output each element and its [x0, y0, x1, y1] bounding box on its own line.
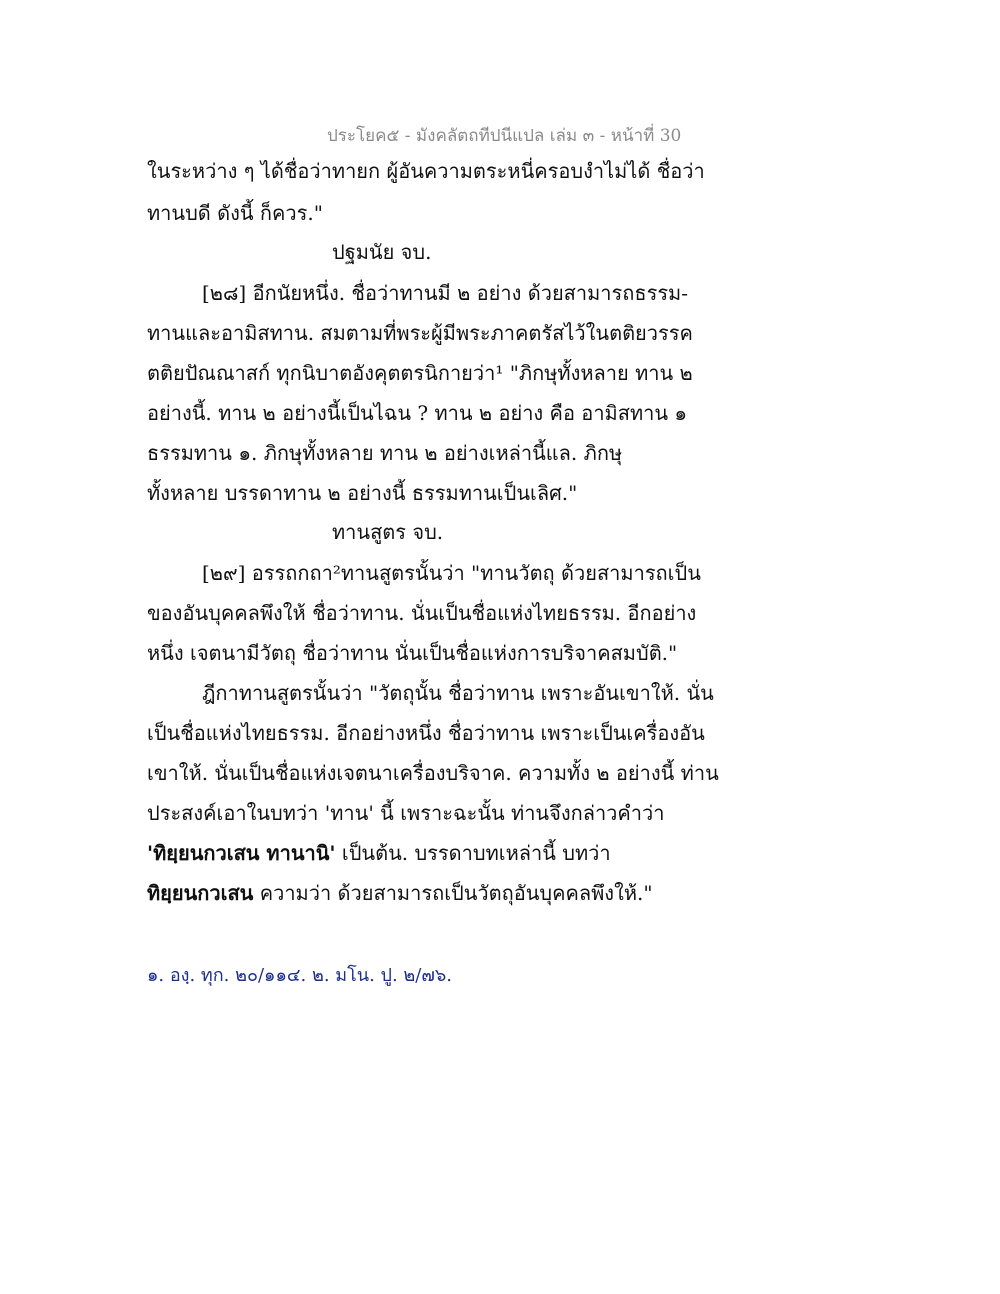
text-line: ทานและอามิสทาน. สมตามที่พระผู้มีพระภาคตรัสไว้ในตติยวรรค	[147, 321, 693, 345]
text-line: ในระหว่าง ๆ ได้ชื่อว่าทายก ผู้อันความตระหนี่ครอบงำไม่ได้ ชื่อว่า	[147, 159, 705, 183]
text-line: ตติยปัณณาสก์ ทุกนิบาตอังคุตตรนิกายว่า¹ "ภิกษุทั้งหลาย ทาน ๒	[147, 361, 693, 385]
text-line	[147, 883, 653, 903]
text-line: ฎีกาทานสูตรนั้นว่า "วัตถุนั้น ชื่อว่าทาน เพราะอันเขาให้. นั่น	[202, 681, 714, 705]
footnote: ๑. องฺ. ทุก. ๒๐/๑๑๔. ๒. มโน. ปู. ๒/๗๖.	[147, 965, 453, 986]
text-line: เขาให้. นั่นเป็นชื่อแห่งเจตนาเครื่องบริจาค. ความทั้ง ๒ อย่างนี้ ท่าน	[147, 761, 719, 785]
text-line: อย่างนี้. ทาน ๒ อย่างนี้เป็นไฉน ? ทาน ๒ อย่าง คือ อามิสทาน ๑	[147, 401, 688, 425]
text-line: [๒๘] อีกนัยหนึ่ง. ชื่อว่าทานมี ๒ อย่าง ด้วยสามารถธรรม-	[202, 281, 688, 305]
page-header: ประโยค๕ - มังคลัตถทีปนีแปล เล่ม ๓ - หน้าที่ 30	[327, 126, 682, 146]
section-end-title: ทานสูตร จบ.	[332, 520, 444, 544]
text-line: เป็นชื่อแห่งไทยธรรม. อีกอย่างหนึ่ง ชื่อว่าทาน เพราะเป็นเครื่องอัน	[147, 721, 705, 745]
text-line	[147, 843, 611, 863]
text-fragment: เป็นต้น. บรรดาบทเหล่านี้ บทว่า	[335, 841, 611, 865]
text-line: หนึ่ง เจตนามีวัตถุ ชื่อว่าทาน นั่นเป็นชื่อแห่งการบริจาคสมบัติ."	[147, 641, 678, 665]
text-line: ธรรมทาน ๑. ภิกษุทั้งหลาย ทาน ๒ อย่างเหล่านี้แล. ภิกษุ	[147, 441, 623, 465]
text-line: ประสงค์เอาในบทว่า 'ทาน' นี้ เพราะฉะนั้น ท่านจึงกล่าวคำว่า	[147, 801, 665, 825]
pali-term-bold: ทิยฺยนกวเสน	[147, 881, 254, 905]
text-line: ของอันบุคคลพึงให้ ชื่อว่าทาน. นั่นเป็นชื่อแห่งไทยธรรม. อีกอย่าง	[147, 601, 697, 625]
text-line: [๒๙] อรรถกถา²ทานสูตรนั้นว่า "ทานวัตถุ ด้วยสามารถเป็น	[202, 561, 701, 585]
pali-term-bold: 'ทิยฺยนกวเสน ทานานิ'	[147, 841, 336, 865]
text-fragment: ความว่า ด้วยสามารถเป็นวัตถุอันบุคคลพึงให้."	[253, 881, 653, 905]
section-end-title: ปฐมนัย จบ.	[332, 240, 432, 264]
text-line: ทั้งหลาย บรรดาทาน ๒ อย่างนี้ ธรรมทานเป็นเลิศ."	[147, 481, 578, 505]
text-line: ทานบดี ดังนี้ ก็ควร."	[147, 201, 323, 225]
